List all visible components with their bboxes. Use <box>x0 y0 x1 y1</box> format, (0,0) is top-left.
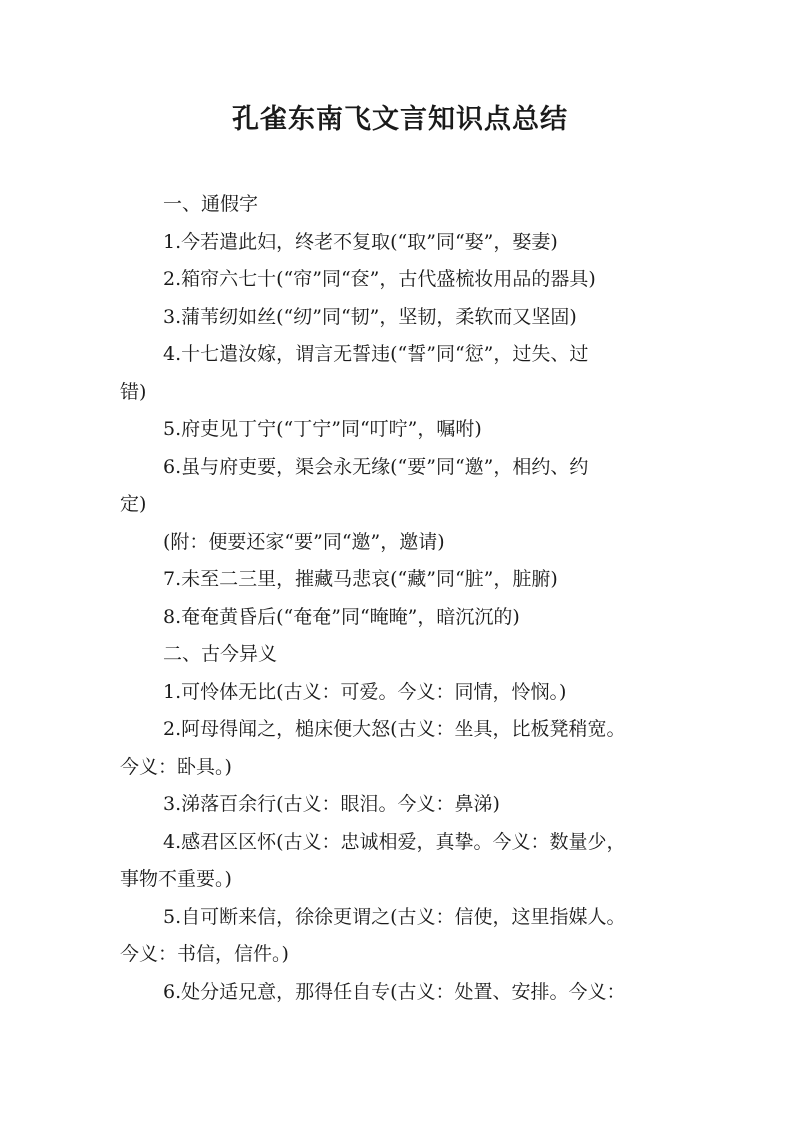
text-line: 定) <box>120 493 147 515</box>
text-line: 3.涕落百余行(古义：眼泪。今义：鼻涕) <box>163 793 500 815</box>
text-line: 二、古今异义 <box>163 643 278 665</box>
text-line: 错) <box>120 380 147 403</box>
text-line: 2.阿母得闻之，槌床便大怒(古义：坐具，比板凳稍宽。 <box>163 718 626 740</box>
text-line: (附：便要还家“要”同“邀”，邀请) <box>163 530 445 553</box>
text-line: 4.十七遣汝嫁，谓言无誓违(“誓”同“愆”，过失、过 <box>163 343 589 365</box>
text-line: 5.府吏见丁宁(“丁宁”同“叮咛”，嘱咐) <box>163 418 482 440</box>
document-title: 孔雀东南飞文言知识点总结 <box>232 104 568 135</box>
text-line: 1.今若遣此妇，终老不复取(“取”同“娶”，娶妻) <box>163 230 558 253</box>
text-line: 7.未至二三里，摧藏马悲哀(“藏”同“脏”，脏腑) <box>163 568 558 590</box>
text-line: 6.处分适兄意，那得任自专(古义：处置、安排。今义： <box>163 980 626 1003</box>
text-line: 事物不重要。) <box>120 868 232 890</box>
text-line: 4.感君区区怀(古义：忠诚相爱，真挚。今义：数量少， <box>163 830 626 853</box>
text-line: 2.箱帘六七十(“帘”同“奁”，古代盛梳妆用品的器具) <box>163 268 596 290</box>
document-body <box>120 186 695 1011</box>
text-line: 一、通假字 <box>163 193 259 215</box>
text-line: 今义：卧具。) <box>120 755 232 778</box>
text-line: 5.自可断来信，徐徐更谓之(古义：信使，这里指媒人。 <box>163 905 626 928</box>
text-line: 1.可怜体无比(古义：可爱。今义：同情，怜悯。) <box>163 680 567 703</box>
text-line: 8.奄奄黄昏后(“奄奄”同“晻晻”，暗沉沉的) <box>163 605 520 628</box>
text-line: 6.虽与府吏要，渠会永无缘(“要”同“邀”，相约、约 <box>163 455 589 478</box>
text-line: 今义：书信，信件。) <box>120 943 289 965</box>
text-line: 3.蒲苇纫如丝(“纫”同“韧”，坚韧，柔软而又坚固) <box>163 305 577 328</box>
